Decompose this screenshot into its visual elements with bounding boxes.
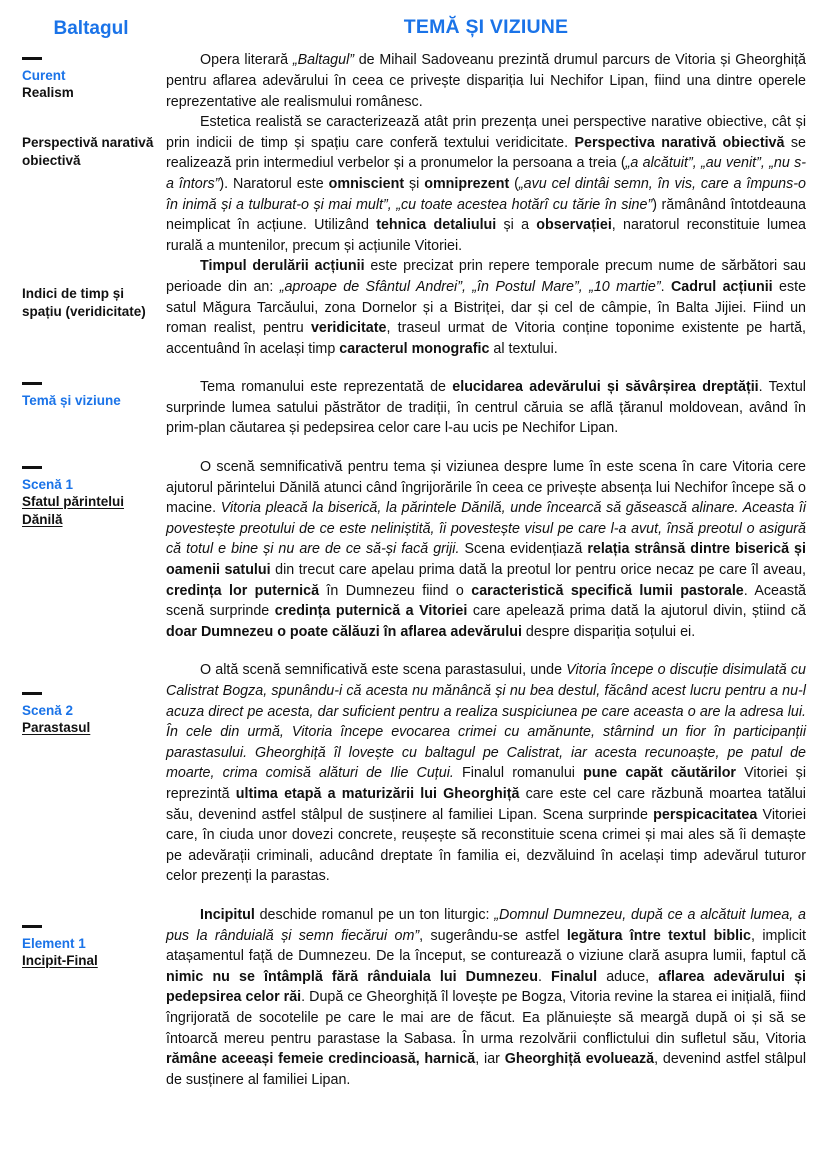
sidebar-item-label: Curent [22, 68, 66, 83]
dash-icon [22, 57, 42, 60]
text-run-bold: Timpul derulării acțiunii [200, 258, 365, 275]
text-run-bold: Cadrul acțiunii [670, 278, 773, 295]
text-run-italic: „a alcătuit”, „au venit”, „nu s-a întors” [166, 155, 807, 192]
text-run: . După ce Gheorghiță îl lovește pe Bogza, Vitoria revine la starea ei inițială, fiind îngrijorată de socotelile pe care le mai are de făcut. Ea plănuiește să meargă după oi și să se întoarcă mereu pentru parastase la Sabasa. În urma rezolvării conflictului din sufletul său, Vitoria [166, 989, 806, 1047]
text-run: despre dispariția soțului ei. [521, 623, 696, 640]
text-run: O altă scenă semnificativă este scena parastasului, unde [200, 662, 567, 679]
sidebar-item-scena-1[interactable] [22, 466, 160, 528]
text-run: , naratorul reconstituie lumea rurală a muntenilor, precum și acțiunile Vitoriei. [166, 217, 806, 254]
text-run: Vitoriei și reprezintă [166, 765, 806, 802]
sidebar-item-element-1[interactable] [22, 925, 160, 970]
sidebar-item-sub: Perspectivă narativă obiectivă [22, 135, 154, 168]
text-run-italic: „aproape de Sfântul Andrei”, „în Postul Mare”, „10 martie” [279, 278, 661, 295]
text-run-italic: „Domnul Dumnezeu, după ce a alcătuit lumea, a pus la rânduială și semn fiecărui om” [166, 906, 806, 944]
text-run: Finalul romanului [453, 765, 584, 782]
text-run: ) rămânând întotdeauna neimplicat în acțiune. Utilizând [166, 196, 806, 234]
text-run: aduce, [597, 968, 659, 985]
sidebar-item-sub: Indici de timp și spațiu (veridicitate) [22, 286, 146, 319]
paragraph-7 [166, 905, 806, 1090]
sidebar-doc-title-wrap [22, 14, 160, 41]
text-run-bold: Finalul [551, 968, 598, 985]
sidebar-item-label: Scenă 2 [22, 703, 74, 718]
text-run: este satul Măgura Tarcăului, zona Dornelor și a Bistriței, dar și cel de câmpie, în Balta Jijiei. Fiind un roman realist, pentru [166, 278, 807, 337]
text-run: Tema romanului este reprezentată de [200, 379, 453, 396]
text-run-bold: Incipitul [200, 906, 255, 923]
text-run: Scena evidențiază [459, 541, 588, 558]
text-run-bold: veridicitate [310, 320, 387, 337]
sidebar-item-indici[interactable] [22, 285, 160, 320]
text-run: . [660, 278, 671, 295]
text-run-italic: Vitoria pleacă la biserică, la părintele Dănilă, unde încearcă să găsească alinare. Aceasta îi povestește preotului de ce este neliniștită, îi povestește visul pe care l-a avut, însă preotul o asigură că totul e bine și nu are de ce să-și facă griji. [166, 500, 806, 558]
paragraph-3 [166, 256, 806, 359]
dash-icon [22, 382, 42, 385]
sidebar-item-tema-viziune[interactable] [22, 382, 160, 409]
text-run: Estetica realistă se caracterizează atât prin prezența unei perspective narative obiective, cât și prin indicii de timp și spațiu care conferă textului veridicitate. [166, 114, 806, 151]
sidebar-item-sub: Realism [22, 85, 74, 101]
text-run-bold: rămâne aceeași femeie credincioasă, harnică [166, 1051, 476, 1068]
text-run-bold: omniprezent [424, 175, 510, 192]
text-run: . Textul surprinde lumea satului păstrător de tradiții, în centrul căruia se află țăranul moldovean, având în prim-plan căutarea și pedepsirea celor care l-au ucis pe Nechifor Lipan. [166, 379, 806, 437]
text-run-italic: „avu cel dintâi semn, în vis, care a împuns-o în inimă și a tulburat-o și mai mult”, „cu toate acestea hotărî cu tărie în sine” [166, 175, 806, 213]
text-run: din trecut care apelau prima dată la preotul lor pentru orice necaz pe care îl aveau, [270, 562, 806, 579]
text-run: , iar [475, 1051, 505, 1068]
text-run-bold: perspicacitatea [653, 806, 758, 823]
text-run-bold: omniscient [328, 175, 405, 192]
main-content [160, 12, 806, 1090]
text-run-bold: Gheorghiță evoluează [504, 1051, 655, 1068]
dash-icon [22, 925, 42, 928]
text-run: deschide romanul pe un ton liturgic: [254, 906, 495, 923]
text-run: , sugerându-se astfel [419, 927, 567, 944]
text-run: al textului. [489, 340, 558, 357]
paragraph-4 [166, 377, 806, 439]
text-run-bold: aflarea adevărului și pedepsirea celor răi [166, 968, 807, 1006]
text-run: se realizează prin intermediul verbelor și a pronumelor la persoana a treia ( [166, 134, 807, 172]
text-run: ). Naratorul este [219, 175, 329, 192]
text-run-bold: legătura între textul biblic [566, 927, 751, 944]
text-run: și a [496, 217, 537, 234]
sidebar-item-label: Scenă 1 [22, 477, 74, 492]
sidebar-item-sub: Incipit-Final [22, 953, 98, 969]
paragraph-6 [166, 660, 806, 887]
text-run: . [537, 968, 552, 985]
dash-icon [22, 692, 42, 695]
text-run: este precizat prin repere temporale precum nume de sărbători sau perioade din an: [166, 258, 806, 295]
paragraph-5 [166, 457, 806, 642]
text-run: , implicit atașamentul față de Dumnezeu. De la început, se conturează o viziune clară asupra lumii, faptul că [166, 927, 807, 965]
text-run: . Această scenă surprinde [166, 582, 807, 620]
text-run: de Mihail Sadoveanu prezintă drumul parcurs de Vitoria și Gheorghiță pentru aflarea adevărului în ceea ce privește dispariția lui Nechifor Lipan, fiind una dintre operele reprezentative ale realismului românesc. [166, 52, 806, 110]
dash-icon [22, 466, 42, 469]
sidebar-item-scena-2[interactable] [22, 692, 160, 737]
text-run: ( [509, 175, 519, 192]
text-run: Vitoriei care, în ciuda unor dovezi concrete, reușește să reconstituie scena crimei și mai ales să îi demaște pe adevărații criminali, aducând dreptate în familia ei, dezvăluind în același timp adevărul tuturor celor prezenți la parastas. [166, 806, 806, 885]
text-run-bold: caracteristică specifică lumii pastorale [471, 582, 744, 599]
text-run-bold: ultima etapă a maturizării lui Gheorghiță [235, 785, 520, 802]
page-title: TEMĂ ȘI VIZIUNE [403, 16, 569, 38]
text-run-bold: observației [536, 217, 612, 234]
sidebar-item-curent[interactable] [22, 57, 160, 102]
text-run-bold: Perspectiva narativă obiectivă [574, 134, 785, 151]
text-run: O scenă semnificativă pentru tema și viziunea despre lume în este scena în care Vitoria cere ajutorul părintelui Dănilă atunci când îngrijorările în ceea ce privește absența lui Nechifor începe să o macine. [166, 459, 806, 517]
sidebar-item-sub: Sfatul părintelui Dănilă [22, 494, 125, 527]
text-run: Opera literară [200, 52, 293, 69]
text-run-bold: caracterul monografic [339, 340, 490, 357]
text-run-italic: „Baltagul” [292, 52, 355, 69]
text-run: și [404, 175, 425, 192]
text-run: , traseul urmat de Vitoria conține toponime existente pe hartă, accentuând în același timp [166, 320, 806, 357]
text-run-bold: tehnica detaliului [376, 217, 497, 234]
text-run: care este cel care răzbună moartea tatălui său, devenind astfel stâlpul de susținere al familiei Lipan. Scena surprinde [166, 785, 806, 823]
text-run-bold: relația strânsă dintre biserică și oamenii satului [166, 541, 806, 579]
paragraph-1 [166, 50, 806, 112]
paragraph-2 [166, 112, 806, 256]
text-run-italic: Vitoria începe o discuție disimulată cu Calistrat Bogza, spunându-i că acesta nu mănâncă și nu bea destul, făcând acest lucru pentru a nu-l acuza direct pe acesta, dar suficient pentru a realiza suspiciunea pe care aceasta o are la adresa lui. În cele din urmă, Vitoria începe evocarea crimei cu amănunte, stârnind un fior în participanții parastasului. Gheorghiță îl lovește cu baltagul pe Calistrat, iar acesta recunoaște, pe patul de moarte, crima comisă alături de Ilie Cuțui. [166, 662, 806, 782]
text-run: , devenind astfel stâlpul de susținere al familiei Lipan. [166, 1051, 806, 1088]
text-run-bold: nimic nu se întâmplă fără rânduiala lui Dumnezeu [166, 968, 538, 985]
text-run-bold: pune capăt căutărilor [583, 765, 736, 782]
text-run: care apelează prima dată la ajutorul divin, știind că [467, 603, 806, 620]
text-run-bold: credința lor puternică [166, 582, 320, 599]
sidebar-item-sub: Parastasul [22, 720, 91, 736]
sidebar-item-label: Element 1 [22, 936, 86, 951]
text-run: în Dumnezeu fiind o [319, 582, 472, 599]
sidebar-item-label: Temă și viziune [22, 393, 121, 408]
text-run-bold: credința puternică a Vitoriei [274, 603, 468, 620]
text-run-bold: doar Dumnezeu o poate călăuzi în aflarea adevărului [166, 623, 522, 640]
document-title: Baltagul [53, 18, 129, 39]
sidebar-item-perspectiva[interactable] [22, 134, 160, 169]
text-run-bold: elucidarea adevărului și săvârșirea dreptății [452, 379, 759, 396]
